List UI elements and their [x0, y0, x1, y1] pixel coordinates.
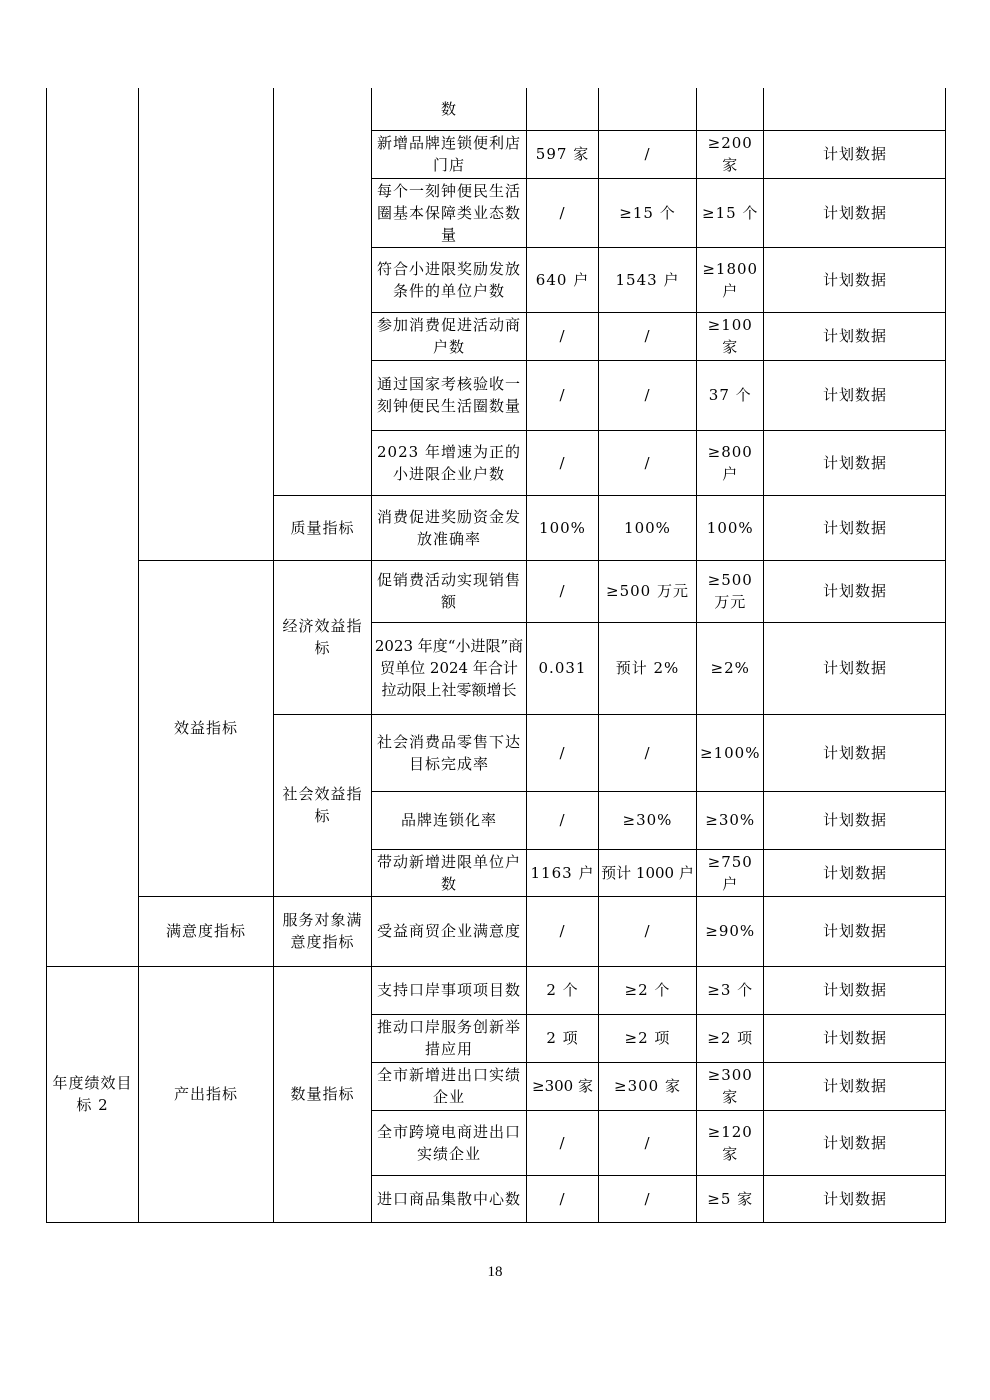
goal-cell-continued: [47, 88, 139, 966]
indicator-cell: 新增品牌连锁便利店门店: [372, 130, 527, 178]
social-benefit-label: 社会效益指标: [274, 714, 372, 896]
indicator-cell: 全市新增进出口实绩企业: [372, 1062, 527, 1110]
value-cell: 预计 2%: [599, 622, 697, 714]
value-cell: /: [527, 312, 599, 360]
indicator-cell: 推动口岸服务创新举措应用: [372, 1014, 527, 1062]
value-cell: ≥30%: [697, 791, 764, 849]
value-cell: 计划数据: [764, 966, 946, 1014]
indicator-cell: 消费促进奖励资金发放准确率: [372, 495, 527, 560]
value-cell: 100%: [697, 495, 764, 560]
value-cell: /: [527, 360, 599, 430]
value-cell: ≥200 家: [697, 130, 764, 178]
value-cell: ≥300 家: [527, 1062, 599, 1110]
value-cell: [599, 88, 697, 130]
indicator-cell: 符合小进限奖励发放条件的单位户数: [372, 247, 527, 312]
performance-indicator-table: [46, 88, 946, 1223]
value-cell: /: [527, 896, 599, 966]
value-cell: /: [599, 130, 697, 178]
satisfaction-indicator-label: 满意度指标: [139, 896, 274, 966]
indicator-cell: 2023 年度“小进限”商贸单位 2024 年合计拉动限上社零额增长: [372, 622, 527, 714]
value-cell: /: [527, 178, 599, 247]
indicator-cell: 数: [372, 88, 527, 130]
value-cell: 1163 户: [527, 849, 599, 896]
value-cell: 计划数据: [764, 1062, 946, 1110]
value-cell: ≥500 万元: [599, 560, 697, 622]
value-cell: 计划数据: [764, 1175, 946, 1222]
value-cell: ≥100 家: [697, 312, 764, 360]
output-cell-continued: [139, 88, 274, 560]
indicator-cell: 受益商贸企业满意度: [372, 896, 527, 966]
value-cell: 计划数据: [764, 430, 946, 495]
value-cell: ≥2 个: [599, 966, 697, 1014]
value-cell: /: [599, 430, 697, 495]
quantity-cell-continued: [274, 88, 372, 495]
indicator-cell: 2023 年增速为正的小进限企业户数: [372, 430, 527, 495]
value-cell: 100%: [599, 495, 697, 560]
indicator-cell: 每个一刻钟便民生活圈基本保障类业态数量: [372, 178, 527, 247]
indicator-cell: 全市跨境电商进出口实绩企业: [372, 1110, 527, 1175]
value-cell: ≥2%: [697, 622, 764, 714]
value-cell: ≥30%: [599, 791, 697, 849]
value-cell: /: [527, 791, 599, 849]
indicator-cell: 参加消费促进活动商户数: [372, 312, 527, 360]
quality-indicator-label: 质量指标: [274, 495, 372, 560]
output-indicator-label: 产出指标: [139, 966, 274, 1222]
value-cell: ≥5 家: [697, 1175, 764, 1222]
value-cell: 计划数据: [764, 495, 946, 560]
value-cell: 0.031: [527, 622, 599, 714]
value-cell: ≥15 个: [697, 178, 764, 247]
value-cell: ≥750 户: [697, 849, 764, 896]
indicator-cell: 社会消费品零售下达目标完成率: [372, 714, 527, 791]
value-cell: /: [527, 1110, 599, 1175]
table-row: [47, 966, 946, 1014]
value-cell: ≥800 户: [697, 430, 764, 495]
table-row: [47, 88, 946, 130]
value-cell: /: [527, 560, 599, 622]
indicator-cell: 品牌连锁化率: [372, 791, 527, 849]
value-cell: ≥500 万元: [697, 560, 764, 622]
value-cell: 计划数据: [764, 896, 946, 966]
economic-benefit-label: 经济效益指标: [274, 560, 372, 714]
value-cell: ≥2 项: [697, 1014, 764, 1062]
value-cell: 597 家: [527, 130, 599, 178]
table-row: [47, 560, 946, 622]
value-cell: 计划数据: [764, 714, 946, 791]
value-cell: 计划数据: [764, 178, 946, 247]
value-cell: 计划数据: [764, 1110, 946, 1175]
value-cell: [527, 88, 599, 130]
value-cell: /: [599, 714, 697, 791]
indicator-cell: 促销费活动实现销售额: [372, 560, 527, 622]
indicator-cell: 支持口岸事项项目数: [372, 966, 527, 1014]
page-number: 18: [487, 1264, 503, 1280]
value-cell: /: [527, 430, 599, 495]
service-satisfaction-label: 服务对象满意度指标: [274, 896, 372, 966]
value-cell: ≥1800 户: [697, 247, 764, 312]
value-cell: /: [599, 360, 697, 430]
value-cell: ≥15 个: [599, 178, 697, 247]
value-cell: /: [599, 1175, 697, 1222]
value-cell: /: [599, 1110, 697, 1175]
goal-2-label: 年度绩效目标 2: [47, 966, 139, 1222]
value-cell: ≥2 项: [599, 1014, 697, 1062]
value-cell: ≥90%: [697, 896, 764, 966]
value-cell: ≥3 个: [697, 966, 764, 1014]
quantity-indicator-label: 数量指标: [274, 966, 372, 1222]
value-cell: 计划数据: [764, 849, 946, 896]
value-cell: /: [599, 896, 697, 966]
value-cell: 计划数据: [764, 560, 946, 622]
value-cell: [764, 88, 946, 130]
value-cell: 2 项: [527, 1014, 599, 1062]
value-cell: ≥100%: [697, 714, 764, 791]
value-cell: 640 户: [527, 247, 599, 312]
value-cell: /: [527, 1175, 599, 1222]
value-cell: 计划数据: [764, 360, 946, 430]
value-cell: 计划数据: [764, 622, 946, 714]
value-cell: 100%: [527, 495, 599, 560]
indicator-cell: 通过国家考核验收一刻钟便民生活圈数量: [372, 360, 527, 430]
value-cell: ≥300 家: [599, 1062, 697, 1110]
value-cell: 预计 1000 户: [599, 849, 697, 896]
value-cell: ≥300 家: [697, 1062, 764, 1110]
value-cell: 计划数据: [764, 312, 946, 360]
value-cell: 2 个: [527, 966, 599, 1014]
value-cell: 计划数据: [764, 247, 946, 312]
value-cell: 计划数据: [764, 1014, 946, 1062]
value-cell: 37 个: [697, 360, 764, 430]
value-cell: /: [527, 714, 599, 791]
value-cell: [697, 88, 764, 130]
value-cell: 计划数据: [764, 791, 946, 849]
indicator-cell: 带动新增进限单位户数: [372, 849, 527, 896]
value-cell: 计划数据: [764, 130, 946, 178]
value-cell: /: [599, 312, 697, 360]
benefit-indicator-label: 效益指标: [139, 560, 274, 896]
table-row: [47, 896, 946, 966]
value-cell: 1543 户: [599, 247, 697, 312]
indicator-cell: 进口商品集散中心数: [372, 1175, 527, 1222]
value-cell: ≥120 家: [697, 1110, 764, 1175]
